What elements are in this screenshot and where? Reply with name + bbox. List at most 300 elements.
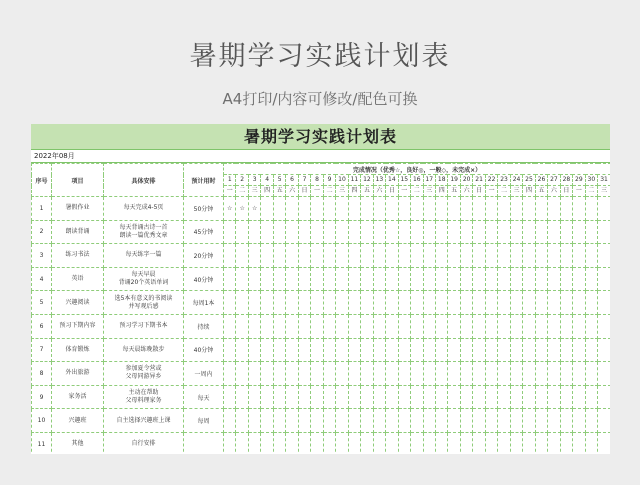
status-cell[interactable] (585, 291, 597, 315)
status-cell[interactable] (423, 197, 435, 221)
status-cell[interactable] (498, 385, 510, 409)
status-cell[interactable] (473, 362, 485, 386)
status-cell[interactable] (398, 220, 410, 244)
status-cell[interactable] (336, 220, 348, 244)
status-cell[interactable] (273, 409, 285, 433)
status-cell[interactable] (473, 314, 485, 338)
status-cell[interactable] (548, 220, 560, 244)
status-cell[interactable] (423, 432, 435, 454)
status-cell[interactable] (510, 244, 522, 268)
status-cell[interactable] (336, 338, 348, 362)
status-cell[interactable] (435, 314, 447, 338)
status-cell[interactable] (373, 267, 385, 291)
status-cell[interactable] (248, 291, 260, 315)
status-cell[interactable] (398, 314, 410, 338)
status-cell[interactable] (573, 409, 585, 433)
status-cell[interactable] (323, 385, 335, 409)
status-cell[interactable] (485, 385, 497, 409)
status-cell[interactable] (273, 432, 285, 454)
status-cell[interactable] (373, 409, 385, 433)
status-cell[interactable] (336, 362, 348, 386)
status-cell[interactable] (311, 314, 323, 338)
status-cell[interactable] (298, 338, 310, 362)
status-cell[interactable] (548, 244, 560, 268)
status-cell[interactable] (585, 432, 597, 454)
status-cell[interactable] (361, 432, 373, 454)
status-cell[interactable] (348, 244, 360, 268)
status-cell[interactable] (386, 432, 398, 454)
status-cell[interactable] (373, 244, 385, 268)
status-cell[interactable] (560, 338, 572, 362)
status-cell[interactable] (323, 338, 335, 362)
status-cell[interactable] (411, 220, 423, 244)
status-cell[interactable] (373, 432, 385, 454)
status-cell[interactable] (598, 244, 610, 268)
status-cell[interactable] (323, 432, 335, 454)
status-cell[interactable] (348, 409, 360, 433)
status-cell[interactable] (498, 220, 510, 244)
status-cell[interactable] (448, 197, 460, 221)
status-cell[interactable] (435, 291, 447, 315)
status-cell[interactable] (523, 244, 535, 268)
status-cell[interactable] (236, 409, 248, 433)
status-cell[interactable] (311, 197, 323, 221)
status-cell[interactable] (386, 197, 398, 221)
status-cell[interactable] (311, 409, 323, 433)
status-cell[interactable] (460, 432, 472, 454)
status-cell[interactable] (460, 362, 472, 386)
status-cell[interactable] (336, 409, 348, 433)
status-cell[interactable] (448, 432, 460, 454)
status-cell[interactable] (361, 409, 373, 433)
status-cell[interactable] (336, 432, 348, 454)
status-cell[interactable] (323, 409, 335, 433)
status-cell[interactable] (411, 197, 423, 221)
status-cell[interactable] (435, 338, 447, 362)
status-cell[interactable] (311, 220, 323, 244)
status-cell[interactable] (423, 244, 435, 268)
status-cell[interactable] (510, 385, 522, 409)
status-cell[interactable] (386, 267, 398, 291)
status-cell[interactable] (236, 362, 248, 386)
status-cell[interactable] (348, 220, 360, 244)
status-cell[interactable] (560, 362, 572, 386)
status-cell[interactable] (448, 362, 460, 386)
status-cell[interactable] (548, 197, 560, 221)
status-cell[interactable] (411, 385, 423, 409)
status-cell[interactable] (485, 314, 497, 338)
status-cell[interactable] (311, 362, 323, 386)
status-cell[interactable] (535, 338, 547, 362)
status-cell[interactable] (523, 362, 535, 386)
status-cell[interactable] (498, 244, 510, 268)
status-cell[interactable] (498, 409, 510, 433)
status-cell[interactable] (236, 220, 248, 244)
status-cell[interactable] (361, 244, 373, 268)
status-cell[interactable] (236, 314, 248, 338)
status-cell[interactable] (535, 267, 547, 291)
status-cell[interactable] (236, 338, 248, 362)
status-cell[interactable] (423, 314, 435, 338)
status-cell[interactable] (573, 220, 585, 244)
status-cell[interactable] (585, 197, 597, 221)
status-cell[interactable] (273, 362, 285, 386)
status-cell[interactable] (510, 267, 522, 291)
status-cell[interactable] (485, 267, 497, 291)
status-cell[interactable] (585, 267, 597, 291)
status-cell[interactable] (435, 362, 447, 386)
status-cell[interactable] (423, 220, 435, 244)
status-cell[interactable] (560, 267, 572, 291)
status-cell[interactable] (460, 338, 472, 362)
status-cell[interactable] (261, 314, 273, 338)
status-cell[interactable] (535, 385, 547, 409)
status-cell[interactable] (423, 362, 435, 386)
status-cell[interactable] (248, 409, 260, 433)
status-cell[interactable] (598, 267, 610, 291)
status-cell[interactable] (298, 432, 310, 454)
status-cell[interactable] (411, 244, 423, 268)
status-cell[interactable] (560, 432, 572, 454)
status-cell[interactable] (311, 291, 323, 315)
status-cell[interactable] (473, 267, 485, 291)
status-cell[interactable] (298, 244, 310, 268)
status-cell[interactable] (261, 432, 273, 454)
status-cell[interactable] (323, 220, 335, 244)
status-cell[interactable] (535, 409, 547, 433)
status-cell[interactable] (485, 409, 497, 433)
status-cell[interactable] (386, 220, 398, 244)
status-cell[interactable] (573, 291, 585, 315)
status-cell[interactable] (323, 244, 335, 268)
status-cell[interactable] (510, 432, 522, 454)
status-cell[interactable] (423, 338, 435, 362)
status-cell[interactable] (598, 291, 610, 315)
status-cell[interactable] (573, 338, 585, 362)
status-cell[interactable] (311, 244, 323, 268)
status-cell[interactable] (273, 291, 285, 315)
status-cell[interactable] (485, 244, 497, 268)
status-cell[interactable] (473, 385, 485, 409)
status-cell[interactable] (435, 244, 447, 268)
status-cell[interactable] (460, 291, 472, 315)
status-cell[interactable] (286, 362, 298, 386)
status-cell[interactable] (573, 432, 585, 454)
status-cell[interactable] (386, 409, 398, 433)
status-cell[interactable] (311, 338, 323, 362)
status-cell[interactable] (248, 267, 260, 291)
status-cell[interactable] (386, 385, 398, 409)
status-cell[interactable] (261, 267, 273, 291)
status-cell[interactable] (523, 432, 535, 454)
status-cell[interactable] (498, 314, 510, 338)
status-cell[interactable] (261, 197, 273, 221)
status-cell[interactable] (348, 314, 360, 338)
status-cell[interactable] (373, 197, 385, 221)
status-cell[interactable] (548, 291, 560, 315)
status-cell[interactable] (460, 197, 472, 221)
status-cell[interactable] (236, 385, 248, 409)
status-cell[interactable] (286, 291, 298, 315)
status-cell[interactable] (348, 267, 360, 291)
status-cell[interactable] (261, 244, 273, 268)
status-cell[interactable] (510, 409, 522, 433)
status-cell[interactable] (286, 197, 298, 221)
status-cell[interactable] (361, 197, 373, 221)
status-cell[interactable] (361, 385, 373, 409)
status-cell[interactable] (460, 267, 472, 291)
status-cell[interactable] (460, 220, 472, 244)
status-cell[interactable] (460, 244, 472, 268)
status-cell[interactable] (361, 220, 373, 244)
status-cell[interactable] (548, 267, 560, 291)
status-cell[interactable] (361, 362, 373, 386)
status-cell[interactable] (598, 314, 610, 338)
status-cell[interactable] (423, 385, 435, 409)
status-cell[interactable] (373, 314, 385, 338)
status-cell[interactable] (323, 314, 335, 338)
status-cell[interactable] (398, 267, 410, 291)
status-cell[interactable] (423, 409, 435, 433)
status-cell[interactable] (560, 291, 572, 315)
status-cell[interactable] (423, 267, 435, 291)
status-cell[interactable] (361, 314, 373, 338)
status-cell[interactable] (261, 409, 273, 433)
status-cell[interactable] (224, 314, 236, 338)
status-cell[interactable] (273, 385, 285, 409)
status-cell[interactable] (298, 409, 310, 433)
status-cell[interactable] (386, 362, 398, 386)
status-cell[interactable] (224, 267, 236, 291)
status-cell[interactable] (585, 314, 597, 338)
status-cell[interactable] (298, 385, 310, 409)
status-cell[interactable] (473, 197, 485, 221)
status-cell[interactable] (548, 362, 560, 386)
status-cell[interactable] (323, 362, 335, 386)
status-cell[interactable] (248, 385, 260, 409)
status-cell[interactable] (548, 314, 560, 338)
status-cell[interactable] (298, 362, 310, 386)
status-cell[interactable] (386, 314, 398, 338)
status-cell[interactable] (448, 409, 460, 433)
status-cell[interactable] (435, 385, 447, 409)
status-cell[interactable] (523, 291, 535, 315)
status-cell[interactable] (286, 432, 298, 454)
status-cell[interactable] (510, 314, 522, 338)
status-cell[interactable] (398, 409, 410, 433)
status-cell[interactable] (398, 197, 410, 221)
status-cell[interactable] (361, 267, 373, 291)
status-cell[interactable] (273, 314, 285, 338)
status-cell[interactable] (510, 338, 522, 362)
status-cell[interactable] (323, 197, 335, 221)
status-cell[interactable] (386, 291, 398, 315)
status-cell[interactable] (585, 338, 597, 362)
status-cell[interactable] (286, 338, 298, 362)
status-cell[interactable] (598, 197, 610, 221)
status-cell[interactable] (573, 362, 585, 386)
status-cell[interactable] (485, 362, 497, 386)
status-cell[interactable] (598, 220, 610, 244)
status-cell[interactable] (498, 267, 510, 291)
status-cell[interactable] (535, 362, 547, 386)
status-cell[interactable] (298, 267, 310, 291)
status-cell[interactable] (498, 197, 510, 221)
status-cell[interactable] (573, 197, 585, 221)
status-cell[interactable] (560, 385, 572, 409)
status-cell[interactable] (573, 385, 585, 409)
status-cell[interactable] (411, 314, 423, 338)
status-cell[interactable] (336, 314, 348, 338)
status-cell[interactable] (435, 267, 447, 291)
status-cell[interactable] (311, 385, 323, 409)
status-cell[interactable] (510, 220, 522, 244)
status-cell[interactable] (348, 432, 360, 454)
status-cell[interactable] (236, 244, 248, 268)
status-cell[interactable] (398, 385, 410, 409)
status-cell[interactable] (236, 432, 248, 454)
status-cell[interactable] (261, 338, 273, 362)
status-cell[interactable] (323, 291, 335, 315)
status-cell[interactable] (448, 244, 460, 268)
status-cell[interactable] (510, 362, 522, 386)
status-cell[interactable] (273, 197, 285, 221)
status-cell[interactable] (510, 291, 522, 315)
status-cell[interactable] (361, 291, 373, 315)
status-cell[interactable] (224, 338, 236, 362)
status-cell[interactable] (286, 314, 298, 338)
status-cell[interactable] (585, 385, 597, 409)
status-cell[interactable] (348, 338, 360, 362)
status-cell[interactable] (560, 409, 572, 433)
status-cell[interactable] (336, 244, 348, 268)
status-cell[interactable] (298, 291, 310, 315)
status-cell[interactable] (236, 291, 248, 315)
status-cell[interactable] (398, 432, 410, 454)
status-cell[interactable] (585, 362, 597, 386)
status-cell[interactable] (585, 220, 597, 244)
status-cell[interactable] (373, 220, 385, 244)
status-cell[interactable] (336, 291, 348, 315)
status-cell[interactable] (523, 338, 535, 362)
status-cell[interactable] (224, 220, 236, 244)
status-cell[interactable] (510, 197, 522, 221)
status-cell[interactable] (473, 291, 485, 315)
status-cell[interactable] (573, 314, 585, 338)
status-cell[interactable] (286, 220, 298, 244)
status-cell[interactable] (248, 220, 260, 244)
status-cell[interactable] (473, 338, 485, 362)
status-cell[interactable] (373, 362, 385, 386)
status-cell[interactable] (298, 314, 310, 338)
status-cell[interactable] (248, 432, 260, 454)
status-cell[interactable] (386, 244, 398, 268)
status-cell[interactable] (535, 244, 547, 268)
status-cell[interactable] (398, 362, 410, 386)
status-cell[interactable] (448, 385, 460, 409)
status-cell[interactable] (261, 220, 273, 244)
status-cell[interactable] (523, 220, 535, 244)
status-cell[interactable] (598, 338, 610, 362)
status-cell[interactable] (398, 338, 410, 362)
status-cell[interactable] (236, 267, 248, 291)
status-cell[interactable] (585, 409, 597, 433)
status-cell[interactable] (448, 338, 460, 362)
status-cell[interactable] (261, 385, 273, 409)
status-cell[interactable] (448, 267, 460, 291)
status-cell[interactable] (473, 244, 485, 268)
status-cell[interactable] (485, 338, 497, 362)
status-cell[interactable] (224, 291, 236, 315)
status-cell[interactable] (323, 267, 335, 291)
status-cell[interactable] (448, 220, 460, 244)
status-cell[interactable] (398, 244, 410, 268)
status-cell[interactable] (336, 267, 348, 291)
status-cell[interactable] (498, 362, 510, 386)
status-cell[interactable] (398, 291, 410, 315)
status-cell[interactable] (548, 385, 560, 409)
status-cell[interactable] (523, 267, 535, 291)
status-cell[interactable] (598, 432, 610, 454)
status-cell[interactable] (448, 291, 460, 315)
status-cell[interactable] (435, 409, 447, 433)
status-cell[interactable] (435, 197, 447, 221)
status-cell[interactable] (248, 338, 260, 362)
status-cell[interactable] (498, 291, 510, 315)
status-cell[interactable] (448, 314, 460, 338)
status-cell[interactable] (598, 362, 610, 386)
status-cell[interactable] (485, 291, 497, 315)
status-cell[interactable] (361, 338, 373, 362)
status-cell[interactable] (224, 385, 236, 409)
status-cell[interactable] (411, 267, 423, 291)
status-cell[interactable] (598, 409, 610, 433)
status-cell[interactable] (473, 432, 485, 454)
status-cell[interactable] (460, 314, 472, 338)
status-cell[interactable] (273, 220, 285, 244)
status-cell[interactable] (348, 385, 360, 409)
status-cell[interactable] (485, 220, 497, 244)
status-cell[interactable] (460, 385, 472, 409)
status-cell[interactable] (585, 244, 597, 268)
status-cell[interactable] (473, 220, 485, 244)
status-cell[interactable] (373, 385, 385, 409)
status-cell[interactable] (248, 362, 260, 386)
status-cell[interactable] (336, 385, 348, 409)
status-cell[interactable] (598, 385, 610, 409)
status-cell[interactable] (261, 362, 273, 386)
status-cell[interactable]: ☆ (236, 197, 248, 221)
status-cell[interactable] (498, 432, 510, 454)
status-cell[interactable] (560, 220, 572, 244)
status-cell[interactable] (286, 409, 298, 433)
status-cell[interactable] (411, 409, 423, 433)
status-cell[interactable] (560, 197, 572, 221)
status-cell[interactable] (573, 267, 585, 291)
status-cell[interactable] (560, 314, 572, 338)
status-cell[interactable] (273, 244, 285, 268)
status-cell[interactable] (298, 220, 310, 244)
status-cell[interactable]: ☆ (248, 197, 260, 221)
status-cell[interactable] (248, 244, 260, 268)
status-cell[interactable] (423, 291, 435, 315)
status-cell[interactable] (473, 409, 485, 433)
status-cell[interactable] (535, 314, 547, 338)
status-cell[interactable] (485, 432, 497, 454)
status-cell[interactable] (286, 244, 298, 268)
status-cell[interactable] (535, 291, 547, 315)
status-cell[interactable] (298, 197, 310, 221)
